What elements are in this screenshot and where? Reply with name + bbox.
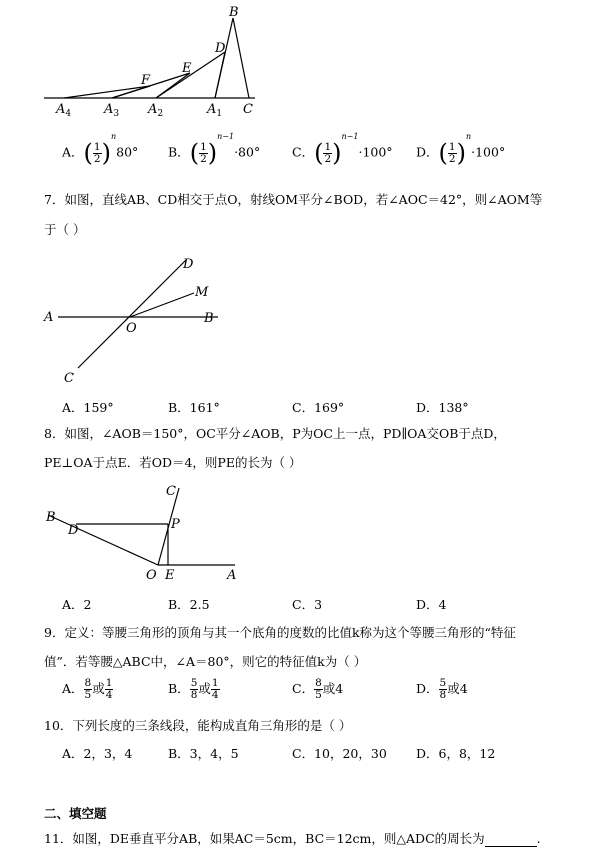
- fig6-label-F: F: [141, 73, 151, 88]
- fig7-label-C: C: [64, 371, 74, 386]
- fraction: $\frac{1}{2}$: [448, 140, 456, 165]
- fig7-label-B: B: [204, 311, 214, 326]
- fig6-label-A4: $A_4$: [56, 102, 72, 119]
- fraction: $\frac{1}{4}$: [211, 677, 219, 701]
- fig6-segment-BC: [233, 18, 249, 98]
- q7-stem-line1: 7．如图，直线AB、CD相交于点O，射线OM平分∠BOD，若∠AOC＝42°，则∠AOM等: [44, 192, 543, 207]
- fig8-label-A: A: [227, 568, 237, 583]
- fig6-label-C: C: [243, 102, 253, 117]
- fig6-label-A3: $A_3$: [104, 102, 120, 119]
- answer-blank[interactable]: [485, 834, 537, 847]
- q7-stem-line2: 于（ ）: [44, 222, 86, 237]
- q9-stem-line1: 9．定义：等腰三角形的顶角与其一个底角的度数的比值k称为这个等腰三角形的“特征: [44, 625, 516, 640]
- fraction: $\frac{1}{2}$: [200, 140, 207, 165]
- fig8-label-C: C: [166, 484, 176, 499]
- q11-stem: 11．如图，DE垂直平分AB，如果AC＝5cm，BC＝12cm，则△ADC的周长为 .: [44, 831, 541, 846]
- fig7-label-M: M: [195, 285, 209, 300]
- q9-option-C[interactable]: C． $\frac{8}{5}$ 或4: [292, 677, 344, 701]
- figure-q6: [30, 0, 280, 120]
- fraction: $\frac{5}{8}$: [439, 677, 447, 701]
- q10-option-C[interactable]: C．10，20，30: [292, 746, 387, 761]
- figure-q8: [40, 478, 250, 588]
- fraction: $\frac{1}{2}$: [324, 140, 332, 165]
- section-title: 二、填空题: [44, 806, 107, 821]
- fig8-label-P: P: [171, 517, 180, 532]
- q6-option-A[interactable]: A．( $\frac{1}{2}$ )$^n$80°: [62, 132, 139, 167]
- fig6-label-E: E: [182, 61, 192, 76]
- q10-option-A[interactable]: A．2，3，4: [62, 746, 133, 761]
- q7-option-C[interactable]: C．169°: [292, 400, 345, 415]
- fig7-ray-OM: [130, 293, 194, 317]
- fraction: $\frac{8}{5}$: [84, 677, 92, 701]
- q8-option-C[interactable]: C．3: [292, 597, 323, 612]
- fraction: $\frac{1}{2}$: [93, 140, 101, 165]
- q8-option-D[interactable]: D．4: [416, 597, 447, 612]
- fig6-label-D: D: [215, 41, 226, 56]
- q10-stem: 10．下列长度的三条线段，能构成直角三角形的是（ ）: [44, 718, 352, 733]
- fig6-label-B: B: [229, 5, 239, 20]
- figure-q7: [40, 248, 240, 393]
- fig8-label-O: O: [146, 568, 157, 583]
- fraction: $\frac{5}{8}$: [190, 677, 198, 701]
- fig7-line-CD: [78, 260, 186, 368]
- q8-stem-line1: 8．如图，∠AOB＝150°，OC平分∠AOB，P为OC上一点，PD∥OA交OB于点D，: [44, 426, 506, 441]
- q10-option-B[interactable]: B．3，4，5: [168, 746, 239, 761]
- fig6-label-A2: $A_2$: [148, 102, 164, 119]
- q9-option-A[interactable]: A． $\frac{8}{5}$ 或 $\frac{1}{4}$: [62, 677, 113, 701]
- fig8-label-D: D: [68, 523, 79, 538]
- fig8-ray-OB: [48, 515, 158, 565]
- fig7-label-O: O: [126, 321, 137, 336]
- q7-option-D[interactable]: D．138°: [416, 400, 469, 415]
- fraction: $\frac{1}{4}$: [105, 677, 113, 701]
- q7-option-B[interactable]: B．161°: [168, 400, 220, 415]
- q9-stem-line2: 值”．若等腰△ABC中，∠A＝80°，则它的特征值k为（ ）: [44, 654, 367, 669]
- q7-option-A[interactable]: A．159°: [62, 400, 114, 415]
- fig6-segment-A4F: [64, 86, 150, 98]
- q6-option-C[interactable]: C．( $\frac{1}{2}$ )$^{n-1}$·100°: [292, 132, 393, 167]
- fig6-label-A1: $A_1$: [207, 102, 223, 119]
- fig7-label-D: D: [183, 257, 194, 272]
- fraction: $\frac{8}{5}$: [315, 677, 322, 701]
- q6-option-D[interactable]: D．( $\frac{1}{2}$ )$^n$·100°: [416, 132, 506, 167]
- fig8-label-B: B: [46, 510, 56, 525]
- q10-option-D[interactable]: D．6，8，12: [416, 746, 496, 761]
- q8-option-A[interactable]: A．2: [62, 597, 92, 612]
- q9-option-D[interactable]: D． $\frac{5}{8}$ 或4: [416, 677, 468, 701]
- q6-option-B[interactable]: B．( $\frac{1}{2}$ )$^{n-1}$·80°: [168, 132, 261, 167]
- fig7-label-A: A: [44, 310, 54, 325]
- fig6-segment-DA1: [215, 52, 225, 98]
- q8-stem-line2: PE⊥OA于点E．若OD＝4，则PE的长为（ ）: [44, 455, 302, 470]
- fig8-label-E: E: [165, 568, 175, 583]
- fig6-segment-EA2: [156, 73, 190, 98]
- q9-option-B[interactable]: B． $\frac{5}{8}$ 或 $\frac{1}{4}$: [168, 677, 219, 701]
- q8-option-B[interactable]: B．2.5: [168, 597, 210, 612]
